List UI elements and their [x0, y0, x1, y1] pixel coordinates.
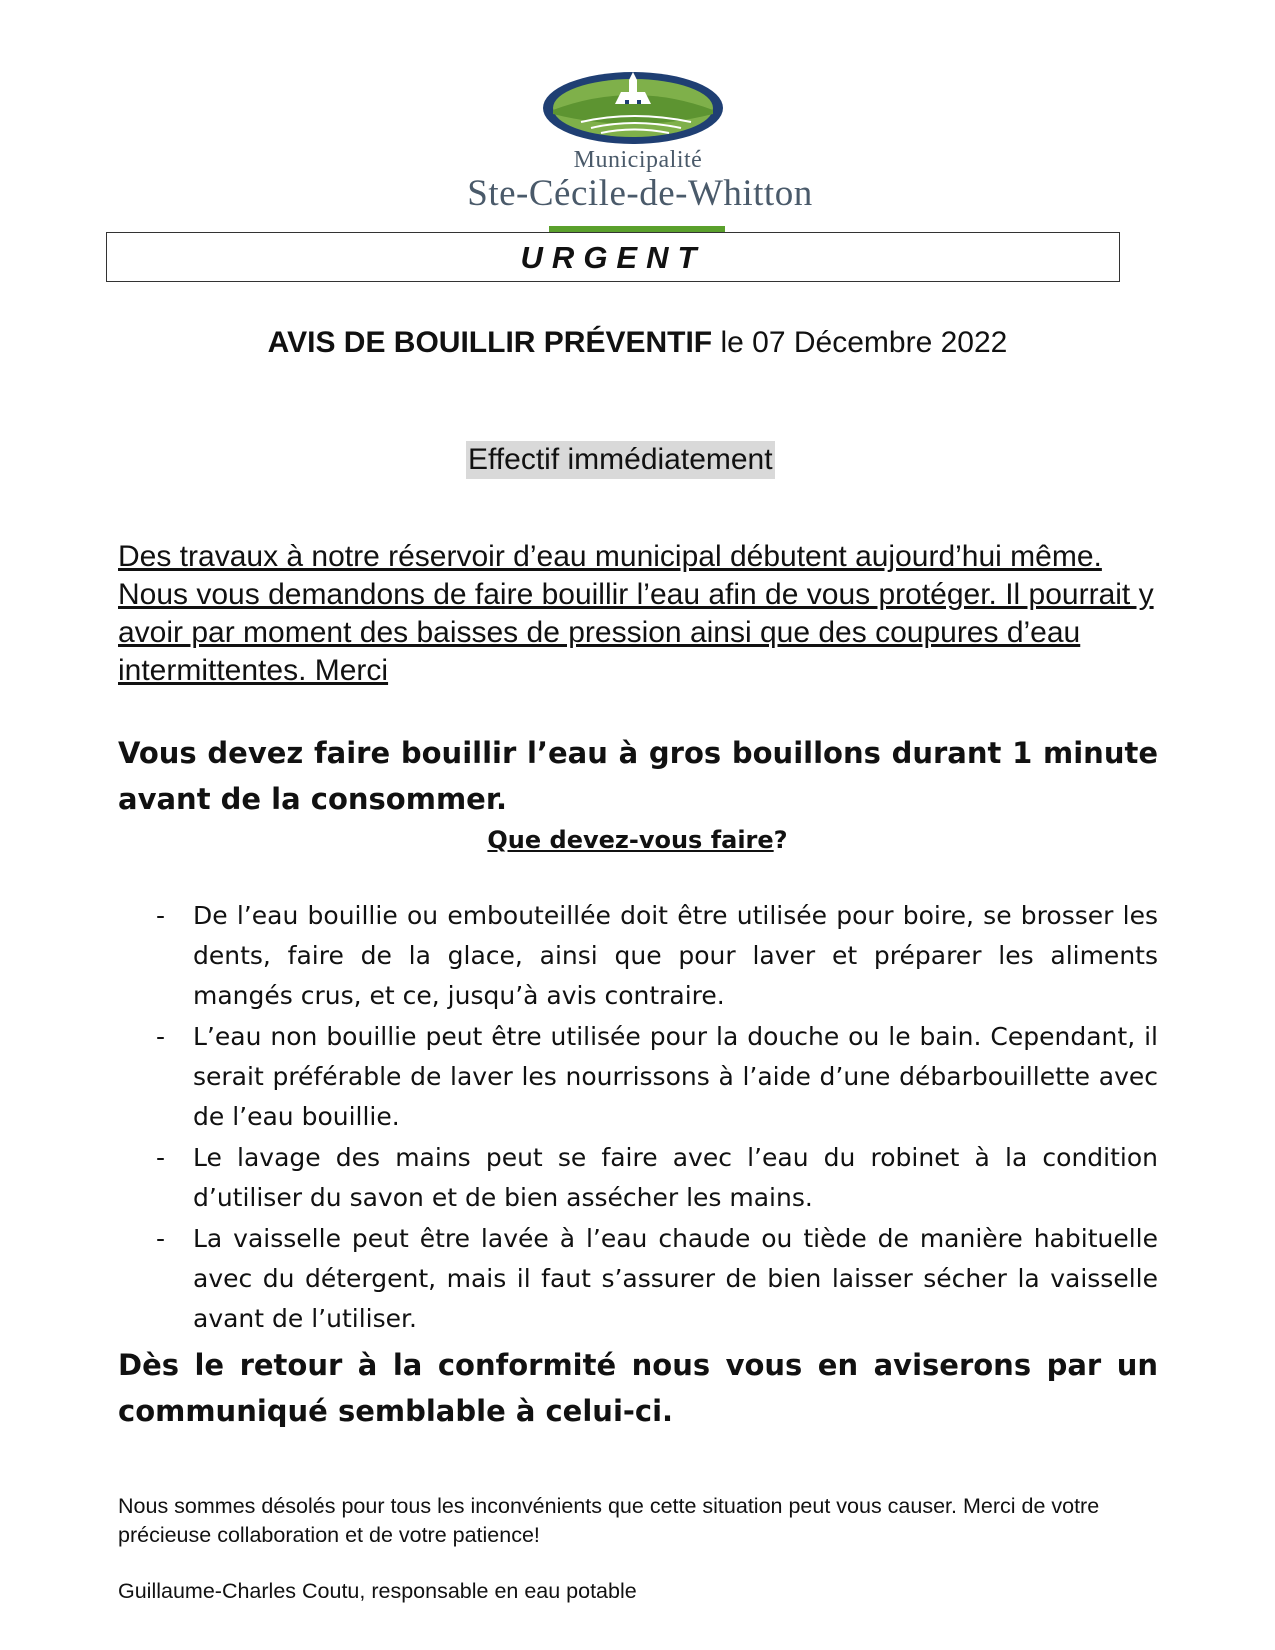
instructions-list	[118, 896, 1158, 1340]
list-item-text: Le lavage des mains peut se faire avec l’eau du robinet à la condition d’utiliser du savon et de bien assécher les mains.	[193, 1143, 1158, 1212]
bullet-dash: -	[156, 1224, 166, 1253]
list-item-text: L’eau non bouillie peut être utilisée pour la douche ou le bain. Cependant, il serait préférable de laver les nourrissons à l’aide d’une débarbouillette avec de l’eau bouillie.	[193, 1022, 1158, 1131]
page-title	[0, 326, 1275, 360]
list-item	[118, 1219, 1158, 1339]
signature: Guillaume-Charles Coutu, responsable en eau potable	[118, 1579, 637, 1603]
section-heading-text: Que devez-vous faire	[487, 826, 774, 854]
bullet-dash: -	[156, 1022, 166, 1051]
bullet-dash: -	[156, 901, 166, 930]
logo-municipality-label: Municipalité	[573, 147, 703, 173]
boil-warning: Vous devez faire bouillir l’eau à gros bouillons durant 1 minute avant de la consommer.	[118, 736, 1158, 816]
effective-notice: Effectif immédiatement	[466, 441, 775, 479]
closing-statement: Dès le retour à la conformité nous vous en aviserons par un communiqué semblable à celui-ci.	[118, 1348, 1158, 1428]
list-item	[118, 896, 1158, 1016]
bullet-dash: -	[156, 1143, 166, 1172]
section-heading-mark: ?	[773, 826, 788, 854]
municipality-logo-emblem	[541, 70, 725, 146]
intro-paragraph: Des travaux à notre réservoir d’eau municipal débutent aujourd’hui même. Nous vous demandons de faire bouillir l’eau afin de vous protéger. Il pourrait y avoir par moment des baisses de pression ainsi que des coupures d’eau intermittentes. Merci	[118, 540, 1154, 687]
list-item	[118, 1138, 1158, 1218]
title-date: le 07 Décembre 2022	[712, 326, 1008, 359]
list-item-text: De l’eau bouillie ou embouteillée doit être utilisée pour boire, se brosser les dents, faire de la glace, ainsi que pour laver et préparer les aliments mangés crus, et ce, jusqu’à avis contraire.	[193, 901, 1158, 1010]
urgent-label: URGENT	[520, 240, 706, 275]
section-heading	[0, 826, 1275, 854]
list-item-text: La vaisselle peut être lavée à l’eau chaude ou tiède de manière habituelle avec du détergent, mais il faut s’assurer de bien laisser sécher la vaisselle avant de l’utiliser.	[193, 1224, 1158, 1333]
apology-paragraph: Nous sommes désolés pour tous les inconvénients que cette situation peut vous causer. Merci de votre précieuse collaboration et de votre patience!	[118, 1494, 1100, 1547]
logo-municipality-name: Ste-Cécile-de-Whitton	[467, 173, 813, 214]
title-bold: AVIS DE BOUILLIR PRÉVENTIF	[267, 326, 713, 359]
list-item	[118, 1017, 1158, 1137]
